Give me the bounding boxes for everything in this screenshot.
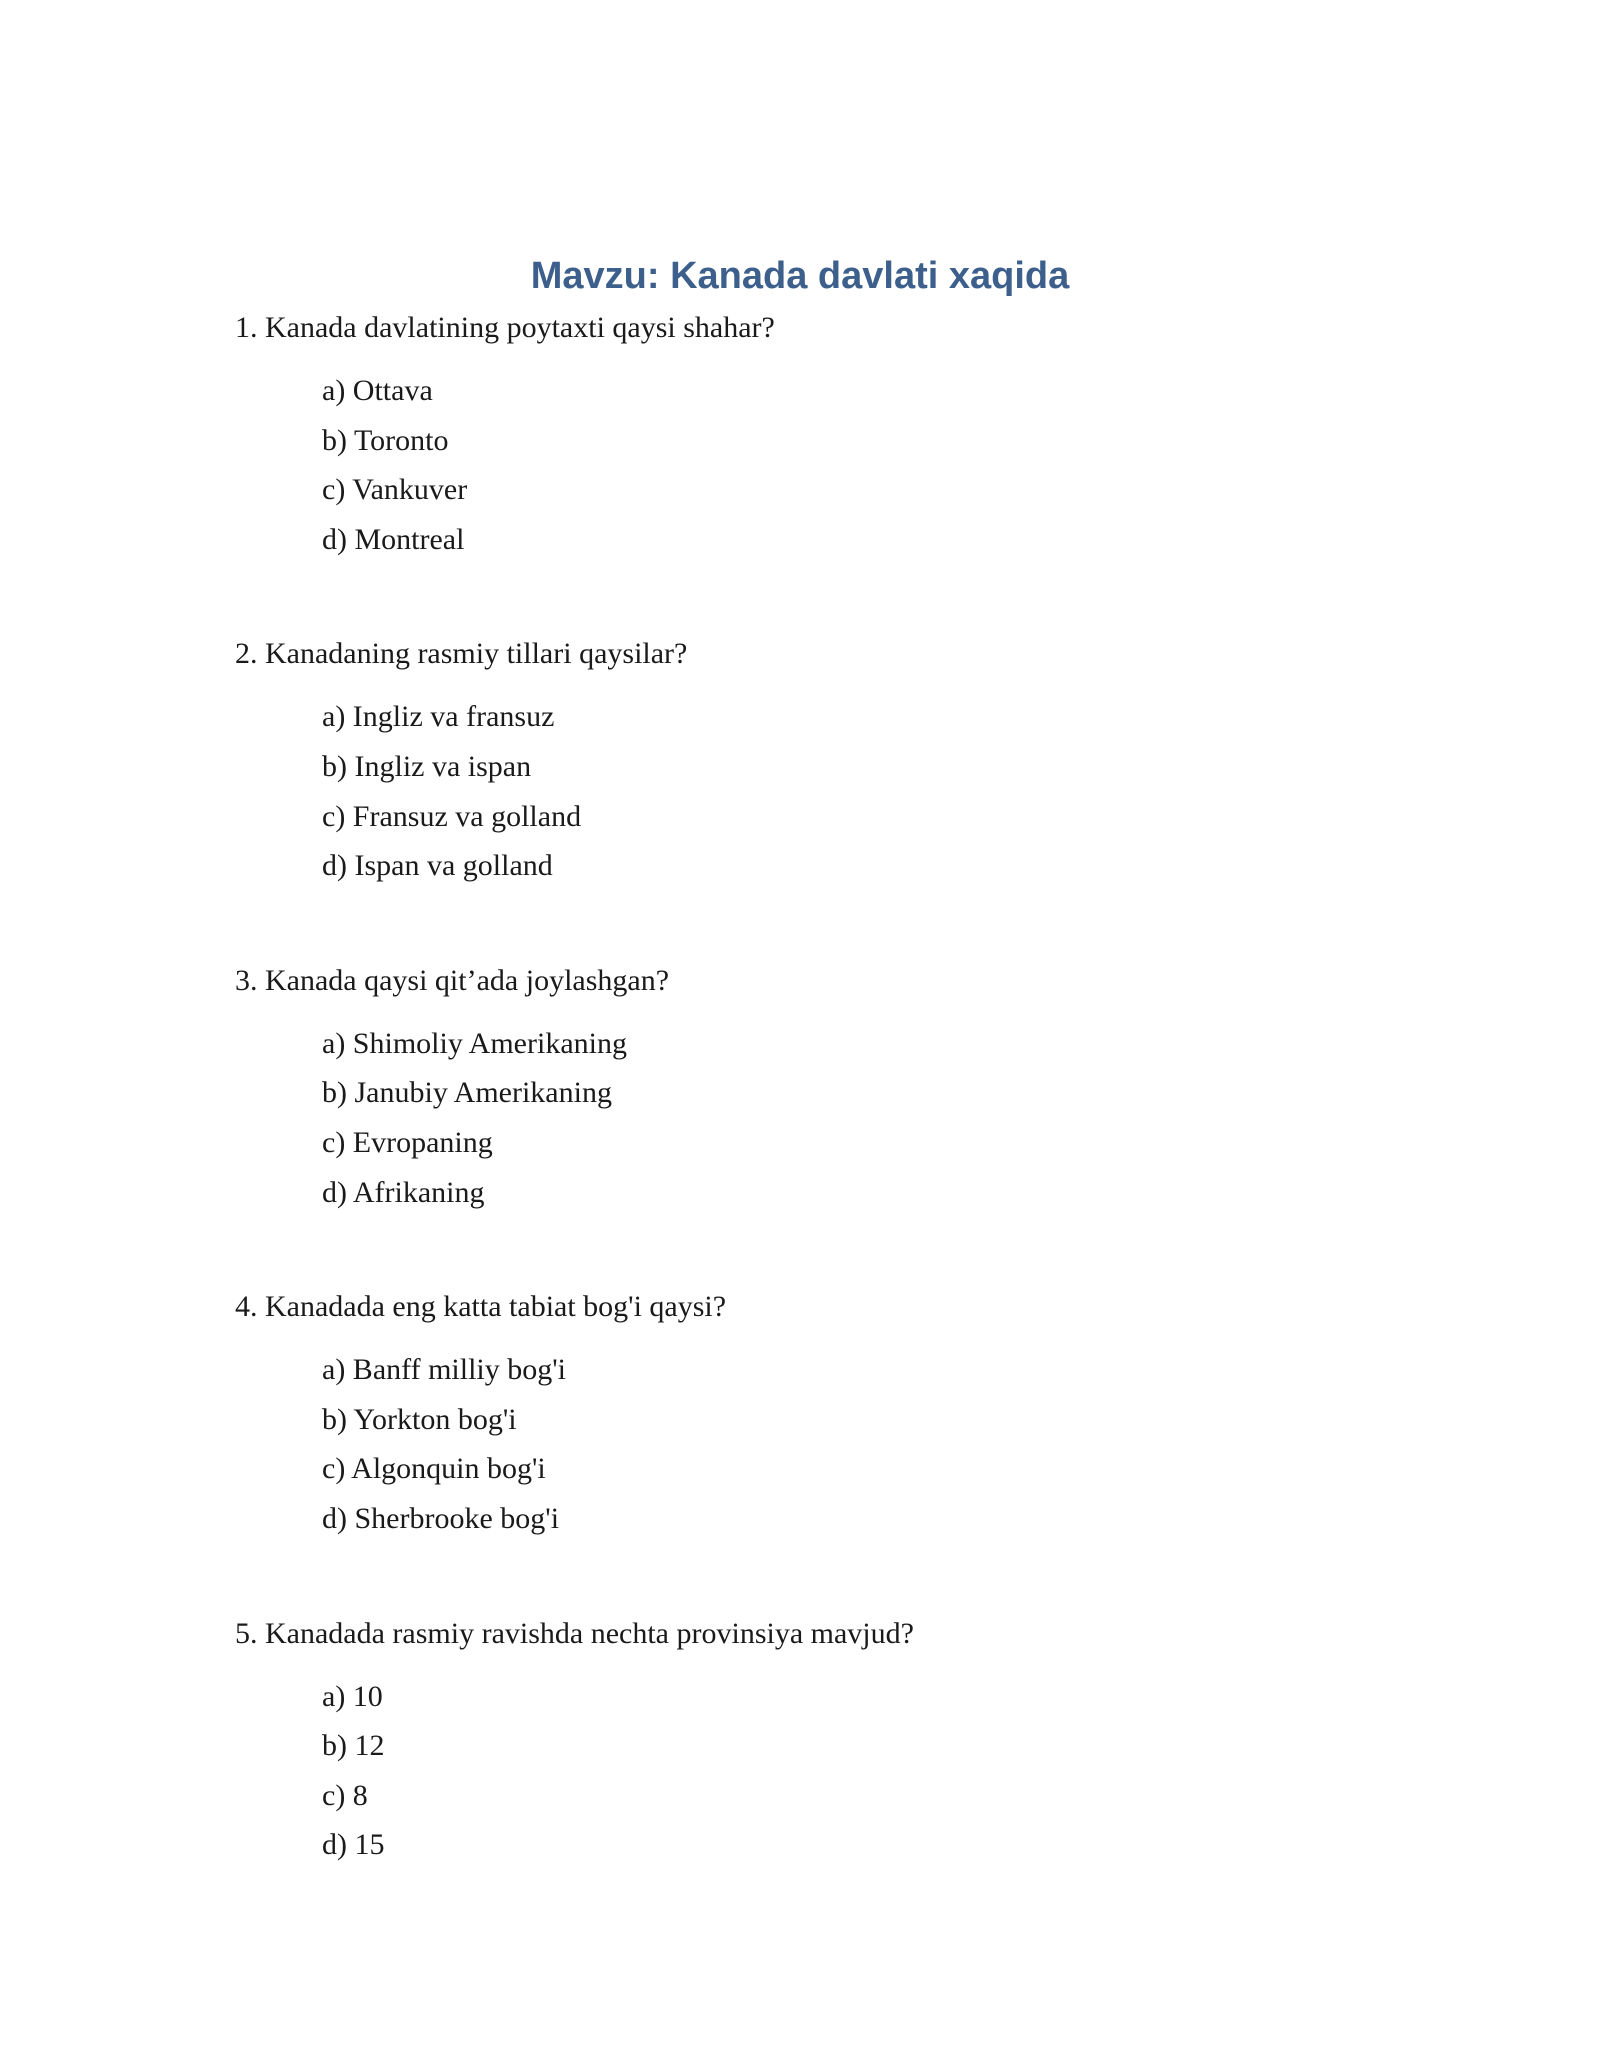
question-3 (235, 961, 1435, 1217)
question-list (235, 308, 1435, 1940)
answer-option: a) Shimoliy Amerikaning (322, 1026, 627, 1060)
answer-option: d) Montreal (322, 522, 465, 556)
answer-options (235, 1345, 1435, 1543)
answer-option: b) Janubiy Amerikaning (322, 1076, 612, 1110)
question-2 (235, 634, 1435, 890)
answer-option: d) Afrikaning (322, 1175, 485, 1209)
question-5 (235, 1614, 1435, 1870)
answer-option: b) Ingliz va ispan (322, 749, 532, 783)
answer-option: c) Vankuver (322, 473, 468, 507)
question-text: 5. Kanadada rasmiy ravishda nechta provinsiya mavjud? (235, 1616, 914, 1650)
answer-option: b) Toronto (322, 423, 449, 457)
question-1 (235, 308, 1435, 564)
question-4 (235, 1287, 1435, 1543)
answer-option: c) Algonquin bog'i (322, 1452, 546, 1486)
answer-option: c) Evropaning (322, 1125, 493, 1159)
question-text: 2. Kanadaning rasmiy tillari qaysilar? (235, 637, 688, 671)
answer-option: b) Yorkton bog'i (322, 1402, 517, 1436)
answer-option: a) Ingliz va fransuz (322, 700, 555, 734)
answer-option: d) 15 (322, 1828, 385, 1862)
answer-options (235, 1019, 1435, 1217)
answer-option: a) Ottava (322, 374, 433, 407)
answer-option: c) 8 (322, 1778, 368, 1812)
answer-options (235, 692, 1435, 890)
answer-option: a) 10 (322, 1679, 383, 1713)
answer-option: d) Ispan va golland (322, 849, 553, 883)
answer-option: b) 12 (322, 1729, 385, 1763)
question-text: 3. Kanada qaysi qit’ada joylashgan? (235, 963, 670, 997)
document-title: Mavzu: Kanada davlati xaqida (530, 255, 1070, 297)
answer-option: c) Fransuz va golland (322, 799, 582, 833)
answer-option: a) Banff milliy bog'i (322, 1353, 566, 1387)
question-text: 1. Kanada davlatining poytaxti qaysi shahar? (235, 311, 775, 344)
answer-options (235, 1672, 1435, 1870)
question-text: 4. Kanadada eng katta tabiat bog'i qaysi? (235, 1290, 727, 1324)
answer-option: d) Sherbrooke bog'i (322, 1501, 560, 1535)
answer-options (235, 366, 1435, 564)
